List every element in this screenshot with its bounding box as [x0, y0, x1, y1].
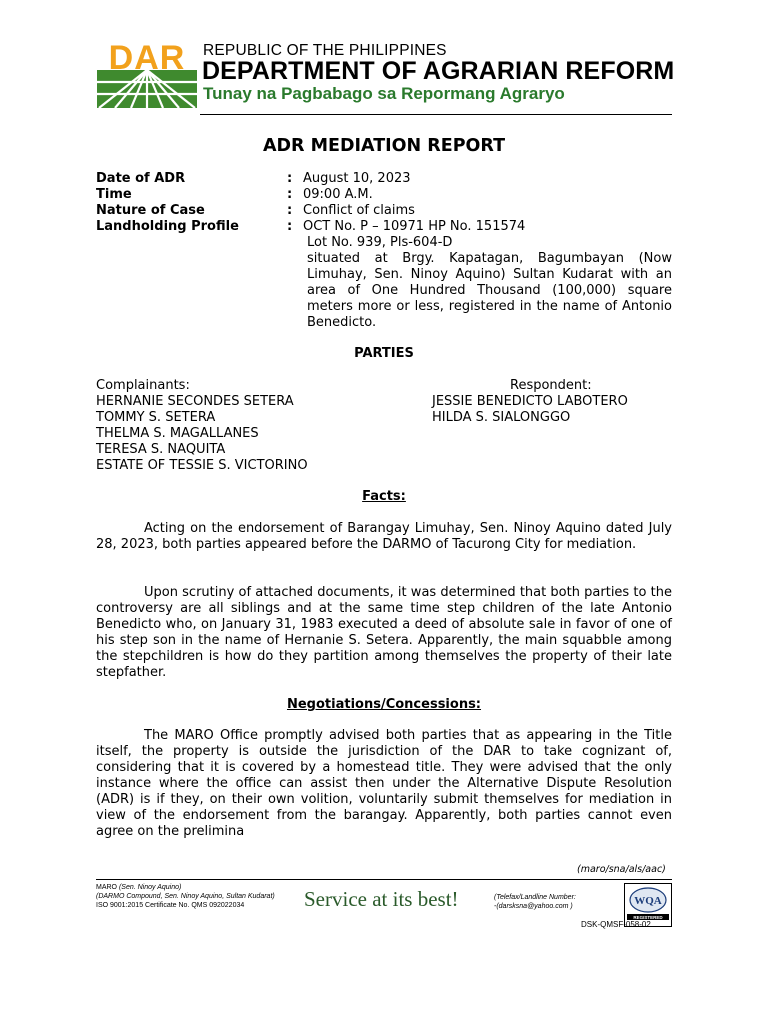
facts-paragraph-1: Acting on the endorsement of Barangay Limuhay, Sen. Ninoy Aquino dated July 28, 2023, both parties appeared before the DARMO of Tacurong City for mediation.	[96, 521, 672, 552]
footer-office-name: MARO	[96, 884, 119, 891]
footer-telefax: (Telefax/Landline Number:	[494, 894, 576, 901]
logo-text: DAR	[108, 40, 186, 77]
footer-office-location: (Sen. Ninoy Aquino)	[118, 884, 182, 891]
seal-text: WQA	[634, 895, 662, 907]
document-title: ADR MEDIATION REPORT	[262, 136, 506, 156]
complainant-4: TERESA S. NAQUITA	[96, 442, 226, 457]
footer-divider	[96, 879, 672, 880]
footer-address: (DARMO Compound, Sen. Ninoy Aquino, Sultan Kudarat)	[96, 893, 275, 900]
header-tagline: Tunay na Pagbabago sa Repormang Agraryo	[203, 84, 565, 103]
negotiations-heading: Negotiations/Concessions:	[286, 697, 482, 712]
nature-label: Nature of Case	[96, 203, 205, 218]
colon: :	[287, 203, 293, 218]
facts-paragraph-2: Upon scrutiny of attached documents, it was determined that both parties to the controversy are all siblings and at the same time step children of the late Antonio Benedicto who, on January 31, 1983 executed a deed of absolute sale in favor of one of his step son in the name of Hernanie S. Setera. Apparently, the main squabble among the stepchildren is how do they partition among themselves the property of their late stepfather.	[96, 585, 672, 680]
form-code: DSK-QMSF-058-02	[581, 920, 651, 929]
respondent-1: JESSIE BENEDICTO LABOTERO	[432, 394, 628, 409]
complainant-3: THELMA S. MAGALLANES	[96, 426, 259, 441]
time-value: 09:00 A.M.	[303, 187, 373, 202]
profile-label: Landholding Profile	[96, 219, 239, 234]
colon: :	[287, 187, 293, 202]
profile-lot: Lot No. 939, Pls-604-D	[307, 235, 453, 250]
reference-initials: (maro/sna/als/aac)	[577, 864, 666, 875]
header-department: DEPARTMENT OF AGRARIAN REFORM	[202, 57, 675, 85]
date-value: August 10, 2023	[303, 171, 411, 186]
complainant-1: HERNANIE SECONDES SETERA	[96, 394, 294, 409]
header-divider	[200, 114, 672, 115]
respondent-label: Respondent:	[510, 378, 592, 393]
colon: :	[287, 219, 293, 234]
seal-badge: REGISTERED	[633, 915, 663, 920]
date-label: Date of ADR	[96, 171, 186, 186]
complainant-2: TOMMY S. SETERA	[96, 410, 216, 425]
colon: :	[287, 171, 293, 186]
slogan: Service at its best!	[304, 887, 459, 911]
footer-iso: ISO 9001:2015 Certificate No. QMS 092022034	[96, 902, 245, 909]
profile-oct: OCT No. P – 10971 HP No. 151574	[303, 219, 526, 234]
time-label: Time	[96, 187, 132, 202]
respondent-2: HILDA S. SIALONGGO	[432, 410, 571, 425]
facts-heading: Facts:	[362, 489, 406, 504]
footer-email: -(darsksna@yahoo.com )	[494, 903, 573, 910]
parties-heading: PARTIES	[354, 346, 414, 361]
negotiations-paragraph: The MARO Office promptly advised both parties that as appearing in the Title itself, the property is outside the jurisdiction of the DAR to take cognizant of, considering that it is covered by a homestead title. They were advised that the only instance where the office can assist then under the Alternative Dispute Resolution (ADR) is if they, on their own volition, voluntarily submit themselves for mediation in view of the endorsement from the barangay. Apparently, both parties cannot even agree on the prelimina	[96, 728, 672, 839]
complainant-5: ESTATE OF TESSIE S. VICTORINO	[96, 458, 308, 473]
footer-office	[96, 883, 181, 892]
dar-logo	[97, 40, 197, 108]
nature-value: Conflict of claims	[303, 203, 415, 218]
profile-description: situated at Brgy. Kapatagan, Bagumbayan (Now Limuhay, Sen. Ninoy Aquino) Sultan Kudarat with an area of One Hundred Thousand (100,000) square meters more or less, registered in the name of Antonio Benedicto.	[307, 251, 672, 330]
header-republic: REPUBLIC OF THE PHILIPPINES	[203, 42, 447, 59]
complainants-label: Complainants:	[96, 378, 190, 393]
